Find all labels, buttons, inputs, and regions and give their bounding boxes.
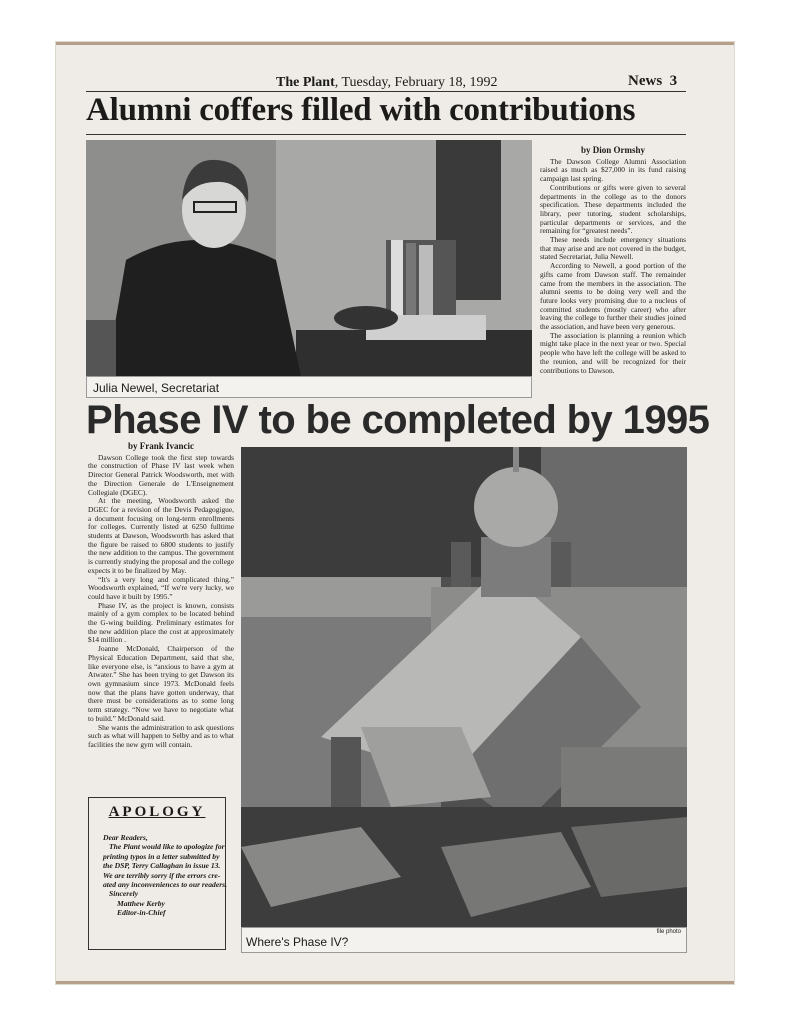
paper-name: The Plant <box>276 75 335 90</box>
apology-title: APOLOGY <box>108 804 206 820</box>
photo-credit: file photo <box>656 929 681 935</box>
phase-iv-byline: by Frank Ivancic <box>127 441 194 451</box>
phase-iv-article-column <box>88 442 234 750</box>
apology-line: The Plant would like to apologize for <box>109 842 225 852</box>
campus-aerial-photo <box>241 447 687 928</box>
apology-line: Editor-in-Chief <box>117 908 166 918</box>
alumni-paragraph: The Dawson College Alumni Association raised as much as $27,000 in its fund raising campaign last spring. <box>540 156 686 184</box>
alumni-paragraph: These needs include emergency situations that may arise and are not covered in the budget, stated Secretariat, Julia Newell. <box>540 235 686 262</box>
phase-iv-paragraph: “It's a very long and complicated thing.” Woodsworth explained, “If we're very lucky, we could have it built by 1995.” <box>88 574 234 601</box>
campus-building-illustration <box>241 447 687 928</box>
alumni-paragraph: According to Newell, a good portion of the gifts came from Dawson staff. The remainder came from the members in the association. The alumni seems to be doing very well and the future looks very promising due to a nucleus of committed students (mostly career) who after leaving the college to further their studies joined the association, and have been very generous. <box>540 261 686 332</box>
apology-line: Matthew Kerby <box>117 898 165 908</box>
page-number: 3 <box>669 73 678 89</box>
alumni-paragraph: Contributions or gifts were given to several departments in the college as to the donors specification. These departments included the library, peer tutoring, student scholarships, particular departments or services, and the remaining for “greatest needs”. <box>540 182 686 236</box>
alumni-byline: by Dion Ormshy <box>580 145 645 155</box>
apology-box <box>88 797 226 950</box>
phase-iv-paragraph: She wants the administration to ask questions such as what will happen to Selby and as to what facilities the new gym will contain. <box>88 722 234 749</box>
campus-photo-caption <box>241 927 687 953</box>
alumni-photo-caption: Julia Newel, Secretariat <box>86 376 532 398</box>
secretariat-photo-illustration <box>86 140 532 376</box>
alumni-headline: Alumni coffers filled with contributions <box>86 92 636 128</box>
alumni-photo <box>86 140 532 376</box>
phase-iv-paragraph: Phase IV, as the project is known, consists mainly of a gym complex to be located behind the G-wing building. Preliminary estimates for the new addition place the cost at approximately $14 million . <box>88 600 234 645</box>
apology-line: Sincerely <box>109 889 139 899</box>
campus-photo-caption-text: Where's Phase IV? <box>246 935 349 949</box>
alumni-paragraph: The association is planning a reunion which might take place in the next year or two. Special people who have left the college will be asked to the reunion, and will be recognized for their contributions to Dawson. <box>540 330 686 375</box>
apology-line: printing typos in a letter submitted by <box>103 851 220 861</box>
apology-body <box>89 833 228 918</box>
alumni-article-column <box>540 146 686 375</box>
apology-line: ated any inconveniences to our readers. <box>103 880 228 890</box>
apology-line: We are terribly sorry if the errors cre- <box>103 870 221 880</box>
headline-rule <box>86 134 686 135</box>
issue-date: , Tuesday, February 18, 1992 <box>334 75 498 90</box>
section-label <box>628 73 677 90</box>
apology-line: Dear Readers, <box>103 833 148 842</box>
phase-iv-paragraph: Dawson College took the first step towards the construction of Phase IV last week when Director General Patrick Woodsworth, met with the Direction Generale de L'Enseignement Collegiale (DGEC). <box>88 452 234 497</box>
section-name: News <box>628 73 663 89</box>
phase-iv-paragraph: Joanne McDonald, Chairperson of the Physical Education Department, said that she, like everyone else, is “anxious to have a gym at Atwater.” She has been trying to get Dawson its own gymnasium since 1973. McDonald feels now that the plans have gotten underway, that there must be considerations as to some long term strategy. “Now we have to negotiate what to build.” McDonald said. <box>88 644 234 723</box>
phase-iv-paragraph: At the meeting, Woodsworth asked the DGEC for a revision of the Devis Pedagogigue, a document focusing on long-term enrollments for colleges. Currently listed at 6250 fulltime students at Dawson, Woodsworth has asked that the figure be raised to 6800 students to justify the new addition to the campus. The government is currently studying the proposal and the college expects it to be finalized by May. <box>88 496 234 575</box>
phase-iv-headline: Phase IV to be completed by 1995 <box>86 398 710 442</box>
apology-line: the DSP, Terry Callaghan in issue 13. <box>103 861 221 871</box>
masthead <box>276 75 498 91</box>
